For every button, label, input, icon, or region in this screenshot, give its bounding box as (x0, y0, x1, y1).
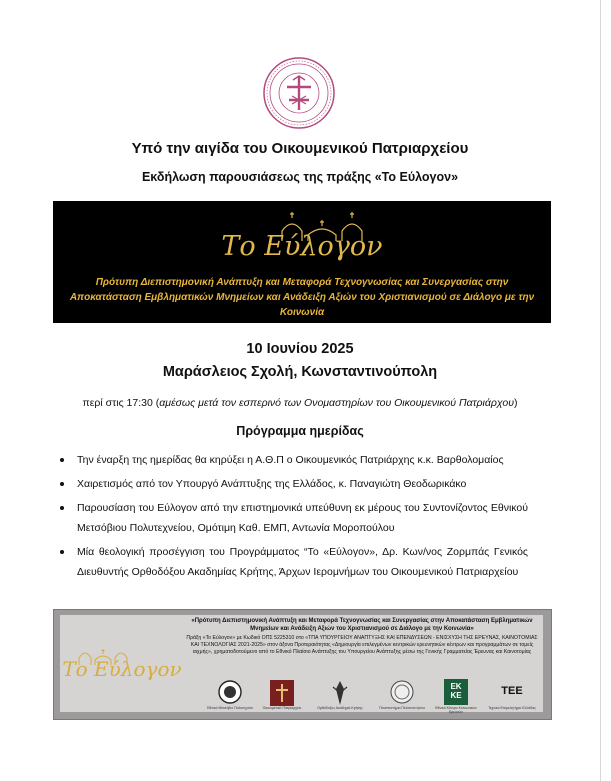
academy-emblem-icon (329, 679, 351, 707)
patriarchate-logo (262, 679, 302, 711)
list-item: Παρουσίαση του Εύλογον από την επιστημονικά υπεύθυνη εκ μέρους του Συντονίζοντος Εθνικού Μετσόβιου Πολυτεχνείου, Ομότιμη Καθ. ΕΜΠ, Αντωνία Μοροπούλου (58, 498, 528, 538)
tee-logo (488, 679, 536, 711)
event-venue: Μαράσλειος Σχολή, Κωνσταντινούπολη (162, 364, 438, 380)
logo-caption: Εθνικό Κέντρο Κοινωνικών Ερευνών (435, 706, 477, 714)
time-suffix: ) (514, 397, 518, 409)
ekke-badge: ΕΚ ΚΕ (444, 679, 468, 705)
footer-description: Πράξη «Το Εύλογον» με Κωδικό ΟΠΣ 5225310 στο «ΤΠΑ ΥΠΟΥΡΓΕΙΟΥ ΑΝΑΠΤΥΞΗΣ ΚΑΙ ΕΠΕΝΔΥΣΕΩΝ - ΕΝΙΣΧΥΣΗ ΤΗΣ ΕΡΕΥΝΑΣ, ΚΑΙΝΟΤΟΜΙΑΣ ΚΑΙ ΤΕΧΝΟΛΟΓΙΑΣ 2021-2025» στον άξονα Προτεραιότητας «Δημιουργία επιλεγμένων κεντρικών ερευνητικών κέντρων και προγραμμάτων σε τομείς αιχμής», χρηματοδοτούμενο από το Εθνικό Πλαίσιο Ανάπτυξης του Υπουργείου Ανάπτυξης μέσω της Γενικής Γραμματείας Έρευνας και Καινοτομίας (186, 635, 538, 655)
time-note: αμέσως μετά τον εσπερινό των Ονομαστηρίων του Οικουμενικού Πατριάρχου (159, 397, 515, 409)
time-prefix: περί στις 17:30 ( (82, 397, 160, 409)
patriarchate-seal-icon (262, 56, 336, 130)
logo-caption: Ορθόδοξος Ακαδημία Κρήτης (317, 706, 363, 710)
patriarchate-crest-icon (269, 679, 295, 707)
ekke-logo (435, 679, 477, 714)
patronage-heading: Υπό την αιγίδα του Οικουμενικού Πατριαρχείου (131, 140, 469, 157)
funding-panel (60, 615, 543, 712)
footer-title: «Πρότυπη Διεπιστημονική Ανάπτυξη και Μεταφορά Τεχνογνωσίας και Συνεργασίας στην Αποκατάσταση Εμβληματικών Μνημείων και Ανάδειξη Αξιών του Χριστιανισμού σε Διάλογο με την Κοινωνία» (191, 618, 533, 632)
banner-subtitle: Πρότυπη Διεπιστημονική Ανάπτυξη και Μεταφορά Τεχνογνωσίας και Συνεργασίας στην Αποκατάσταση Εμβληματικών Μνημείων και Ανάδειξη Αξιών του Χριστιανισμού σε Διάλογο με την Κοινωνία (69, 277, 535, 318)
university-logo (379, 679, 425, 711)
event-date: 10 Ιουνίου 2025 (246, 341, 354, 357)
footer-logo-text: Το Εύλογον (62, 657, 182, 681)
funding-footer (53, 609, 552, 720)
logo-caption: Εθνικό Μετσόβιο Πολυτεχνείο (207, 706, 253, 710)
banner-title: Το Εύλογον (221, 231, 383, 262)
partner-logos (207, 679, 540, 714)
emp-seal-icon (217, 679, 243, 705)
event-time (0, 397, 600, 409)
list-item: Χαιρετισμός από τον Υπουργό Ανάπτυξης της Ελλάδος, κ. Παναγιώτη Θεοδωρικάκο (58, 474, 528, 494)
logo-caption: Οικουμενικό Πατριαρχείο (262, 706, 302, 710)
event-heading: Εκδήλωση παρουσιάσεως της πράξης «Το Εύλογον» (141, 170, 459, 184)
logo-caption: Πανεπιστήμιο Πελοποννήσου (379, 706, 425, 710)
title-banner (53, 201, 551, 323)
program-list (58, 450, 528, 586)
logo-caption: Τεχνικό Επιμελητήριο Ελλάδας (488, 706, 536, 710)
orthodox-academy-logo (317, 679, 363, 711)
list-item: Μία θεολογική προσέγγιση του Προγράμματος “Το «Εύλογον», Δρ. Κων/νος Ζορμπάς Γενικός Διευθυντής Ορθοδόξου Ακαδημίας Κρήτης, Άρχων Ιερομνήμων του Οικουμενικού Πατριαρχείου (58, 542, 528, 582)
emp-logo (207, 679, 253, 711)
program-title: Πρόγραμμα ημερίδας (236, 424, 364, 438)
university-seal-icon (389, 679, 415, 705)
list-item: Την έναρξη της ημερίδας θα κηρύξει η Α.Θ.Π ο Οικουμενικός Πατριάρχης κ.κ. Βαρθολομαίος (58, 450, 528, 470)
tee-wordmark: ΤΕΕ (501, 685, 523, 697)
